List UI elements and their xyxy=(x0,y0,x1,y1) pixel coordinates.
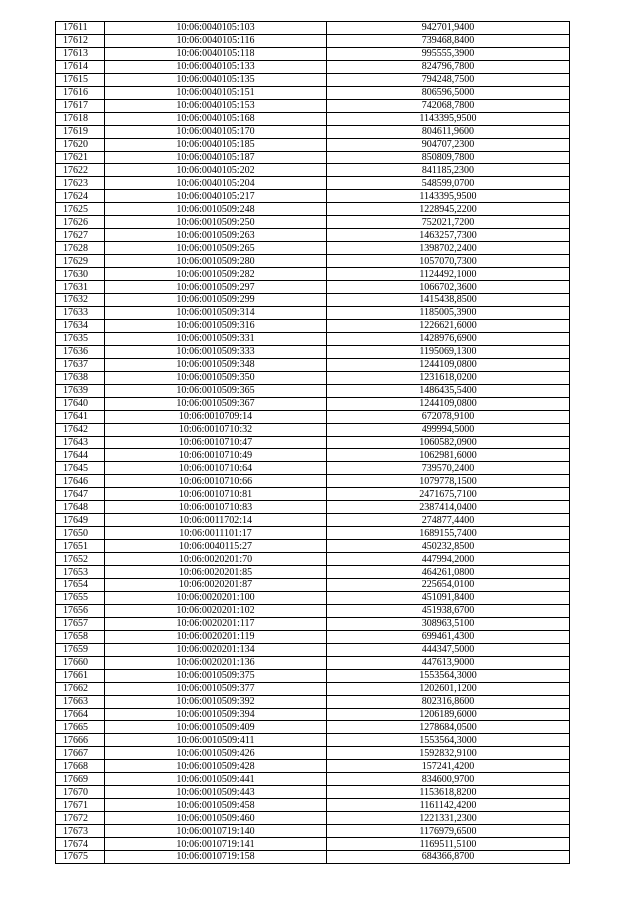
value-cell: 225654,0100 xyxy=(327,578,570,591)
row-number: 17643 xyxy=(56,436,105,449)
row-number: 17668 xyxy=(56,760,105,773)
cadastral-number: 10:06:0010509:375 xyxy=(105,669,327,682)
cadastral-number: 10:06:0040105:135 xyxy=(105,73,327,86)
value-cell: 1062981,6000 xyxy=(327,449,570,462)
table-row xyxy=(56,462,570,475)
cadastral-number: 10:06:0010710:64 xyxy=(105,462,327,475)
table-row xyxy=(56,294,570,307)
value-cell: 451091,8400 xyxy=(327,591,570,604)
cadastral-number: 10:06:0010709:14 xyxy=(105,410,327,423)
table-row xyxy=(56,734,570,747)
table-row xyxy=(56,786,570,799)
row-number: 17660 xyxy=(56,656,105,669)
table-row xyxy=(56,34,570,47)
value-cell: 804611,9600 xyxy=(327,125,570,138)
cadastral-number: 10:06:0010509:280 xyxy=(105,255,327,268)
table-row xyxy=(56,514,570,527)
table-row xyxy=(56,371,570,384)
value-cell: 841185,2300 xyxy=(327,164,570,177)
table-row xyxy=(56,345,570,358)
value-cell: 1057070,7300 xyxy=(327,255,570,268)
table-row xyxy=(56,669,570,682)
row-number: 17647 xyxy=(56,488,105,501)
row-number: 17644 xyxy=(56,449,105,462)
table-row xyxy=(56,475,570,488)
value-cell: 794248,7500 xyxy=(327,73,570,86)
row-number: 17654 xyxy=(56,578,105,591)
value-cell: 699461,4300 xyxy=(327,630,570,643)
row-number: 17645 xyxy=(56,462,105,475)
cadastral-number: 10:06:0010509:409 xyxy=(105,721,327,734)
cadastral-number: 10:06:0020201:85 xyxy=(105,566,327,579)
cadastral-number: 10:06:0040105:202 xyxy=(105,164,327,177)
table-row xyxy=(56,112,570,125)
value-cell: 824796,7800 xyxy=(327,60,570,73)
cadastral-number: 10:06:0010710:83 xyxy=(105,501,327,514)
value-cell: 1202601,1200 xyxy=(327,682,570,695)
value-cell: 1553564,3000 xyxy=(327,734,570,747)
row-number: 17626 xyxy=(56,216,105,229)
value-cell: 1169511,5100 xyxy=(327,838,570,851)
cadastral-number: 10:06:0010509:314 xyxy=(105,306,327,319)
row-number: 17611 xyxy=(56,22,105,35)
value-cell: 742068,7800 xyxy=(327,99,570,112)
value-cell: 995555,3900 xyxy=(327,47,570,60)
cadastral-number: 10:06:0040105:103 xyxy=(105,22,327,35)
value-cell: 450232,8500 xyxy=(327,540,570,553)
row-number: 17653 xyxy=(56,566,105,579)
row-number: 17659 xyxy=(56,643,105,656)
value-cell: 1143395,9500 xyxy=(327,112,570,125)
table-row xyxy=(56,281,570,294)
value-cell: 444347,5000 xyxy=(327,643,570,656)
value-cell: 1463257,7300 xyxy=(327,229,570,242)
row-number: 17646 xyxy=(56,475,105,488)
cadastral-number: 10:06:0040105:118 xyxy=(105,47,327,60)
cadastral-number: 10:06:0010710:49 xyxy=(105,449,327,462)
table-row xyxy=(56,540,570,553)
cadastral-number: 10:06:0040105:133 xyxy=(105,60,327,73)
value-cell: 1278684,0500 xyxy=(327,721,570,734)
value-cell: 942701,9400 xyxy=(327,22,570,35)
row-number: 17672 xyxy=(56,812,105,825)
value-cell: 672078,9100 xyxy=(327,410,570,423)
cadastral-number: 10:06:0010710:47 xyxy=(105,436,327,449)
value-cell: 274877,4400 xyxy=(327,514,570,527)
table-row xyxy=(56,384,570,397)
cadastral-number: 10:06:0010509:297 xyxy=(105,281,327,294)
value-cell: 739468,8400 xyxy=(327,34,570,47)
cadastral-number: 10:06:0040105:153 xyxy=(105,99,327,112)
row-number: 17623 xyxy=(56,177,105,190)
table-row xyxy=(56,255,570,268)
table-row xyxy=(56,501,570,514)
table-row xyxy=(56,190,570,203)
row-number: 17674 xyxy=(56,838,105,851)
cadastral-number: 10:06:0040105:170 xyxy=(105,125,327,138)
row-number: 17650 xyxy=(56,527,105,540)
cadastral-number: 10:06:0010509:443 xyxy=(105,786,327,799)
cadastral-number: 10:06:0020201:119 xyxy=(105,630,327,643)
row-number: 17633 xyxy=(56,306,105,319)
row-number: 17620 xyxy=(56,138,105,151)
row-number: 17622 xyxy=(56,164,105,177)
row-number: 17618 xyxy=(56,112,105,125)
value-cell: 2471675,7100 xyxy=(327,488,570,501)
cadastral-number: 10:06:0010710:66 xyxy=(105,475,327,488)
table-row xyxy=(56,151,570,164)
table-row xyxy=(56,125,570,138)
row-number: 17642 xyxy=(56,423,105,436)
cadastral-number: 10:06:0010509:426 xyxy=(105,747,327,760)
table-row xyxy=(56,799,570,812)
table-row xyxy=(56,164,570,177)
row-number: 17670 xyxy=(56,786,105,799)
row-number: 17627 xyxy=(56,229,105,242)
row-number: 17629 xyxy=(56,255,105,268)
value-cell: 1060582,0900 xyxy=(327,436,570,449)
cadastral-number: 10:06:0010509:316 xyxy=(105,319,327,332)
cadastral-number: 10:06:0010509:265 xyxy=(105,242,327,255)
cadastral-number: 10:06:0020201:102 xyxy=(105,604,327,617)
cadastral-number: 10:06:0010509:350 xyxy=(105,371,327,384)
table-row xyxy=(56,203,570,216)
row-number: 17662 xyxy=(56,682,105,695)
cadastral-number: 10:06:0010509:367 xyxy=(105,397,327,410)
cadastral-number: 10:06:0010509:460 xyxy=(105,812,327,825)
row-number: 17661 xyxy=(56,669,105,682)
row-number: 17617 xyxy=(56,99,105,112)
table-row xyxy=(56,617,570,630)
value-cell: 1206189,6000 xyxy=(327,708,570,721)
value-cell: 447994,2000 xyxy=(327,553,570,566)
row-number: 17621 xyxy=(56,151,105,164)
table-row xyxy=(56,812,570,825)
cadastral-number: 10:06:0010509:377 xyxy=(105,682,327,695)
cadastral-number: 10:06:0040105:168 xyxy=(105,112,327,125)
table-row xyxy=(56,838,570,851)
cadastral-number: 10:06:0010719:140 xyxy=(105,825,327,838)
row-number: 17613 xyxy=(56,47,105,60)
cadastral-number: 10:06:0010509:248 xyxy=(105,203,327,216)
row-number: 17615 xyxy=(56,73,105,86)
row-number: 17675 xyxy=(56,851,105,864)
row-number: 17673 xyxy=(56,825,105,838)
table-row xyxy=(56,229,570,242)
table-row xyxy=(56,695,570,708)
cadastral-number: 10:06:0040105:187 xyxy=(105,151,327,164)
row-number: 17635 xyxy=(56,332,105,345)
cadastral-number: 10:06:0010710:81 xyxy=(105,488,327,501)
row-number: 17649 xyxy=(56,514,105,527)
row-number: 17652 xyxy=(56,553,105,566)
table-row xyxy=(56,86,570,99)
table-row xyxy=(56,721,570,734)
value-cell: 451938,6700 xyxy=(327,604,570,617)
value-cell: 1428976,6900 xyxy=(327,332,570,345)
value-cell: 464261,0800 xyxy=(327,566,570,579)
value-cell: 739570,2400 xyxy=(327,462,570,475)
cadastral-number: 10:06:0040105:151 xyxy=(105,86,327,99)
table-row xyxy=(56,527,570,540)
table-row xyxy=(56,47,570,60)
row-number: 17619 xyxy=(56,125,105,138)
row-number: 17655 xyxy=(56,591,105,604)
value-cell: 834600,9700 xyxy=(327,773,570,786)
cadastral-number: 10:06:0010509:394 xyxy=(105,708,327,721)
cadastral-number: 10:06:0010509:250 xyxy=(105,216,327,229)
cadastral-number: 10:06:0010509:299 xyxy=(105,294,327,307)
table-row xyxy=(56,553,570,566)
row-number: 17639 xyxy=(56,384,105,397)
cadastral-number: 10:06:0010710:32 xyxy=(105,423,327,436)
row-number: 17625 xyxy=(56,203,105,216)
table-row xyxy=(56,22,570,35)
row-number: 17612 xyxy=(56,34,105,47)
value-cell: 308963,5100 xyxy=(327,617,570,630)
value-cell: 1153618,8200 xyxy=(327,786,570,799)
value-cell: 904707,2300 xyxy=(327,138,570,151)
value-cell: 548599,0700 xyxy=(327,177,570,190)
row-number: 17671 xyxy=(56,799,105,812)
row-number: 17632 xyxy=(56,294,105,307)
table-row xyxy=(56,488,570,501)
table-row xyxy=(56,656,570,669)
value-cell: 157241,4200 xyxy=(327,760,570,773)
cadastral-number: 10:06:0040105:217 xyxy=(105,190,327,203)
table-row xyxy=(56,591,570,604)
row-number: 17641 xyxy=(56,410,105,423)
row-number: 17656 xyxy=(56,604,105,617)
value-cell: 1176979,6500 xyxy=(327,825,570,838)
value-cell: 1221331,2300 xyxy=(327,812,570,825)
table-row xyxy=(56,682,570,695)
cadastral-number: 10:06:0010509:263 xyxy=(105,229,327,242)
cadastral-number: 10:06:0010509:365 xyxy=(105,384,327,397)
table-row xyxy=(56,397,570,410)
value-cell: 1244109,0800 xyxy=(327,397,570,410)
cadastral-number: 10:06:0020201:136 xyxy=(105,656,327,669)
row-number: 17634 xyxy=(56,319,105,332)
cadastral-number: 10:06:0040105:185 xyxy=(105,138,327,151)
value-cell: 1231618,0200 xyxy=(327,371,570,384)
cadastral-number: 10:06:0020201:100 xyxy=(105,591,327,604)
table-row xyxy=(56,242,570,255)
value-cell: 1161142,4200 xyxy=(327,799,570,812)
table-row xyxy=(56,773,570,786)
cadastral-number: 10:06:0010509:428 xyxy=(105,760,327,773)
cadastral-number: 10:06:0010509:333 xyxy=(105,345,327,358)
table-row xyxy=(56,358,570,371)
table-row xyxy=(56,436,570,449)
cadastral-number: 10:06:0020201:70 xyxy=(105,553,327,566)
value-cell: 802316,8600 xyxy=(327,695,570,708)
table-row xyxy=(56,449,570,462)
cadastral-number: 10:06:0040105:116 xyxy=(105,34,327,47)
table-row xyxy=(56,578,570,591)
cadastral-number: 10:06:0020201:117 xyxy=(105,617,327,630)
table-row xyxy=(56,332,570,345)
row-number: 17663 xyxy=(56,695,105,708)
row-number: 17669 xyxy=(56,773,105,786)
value-cell: 1124492,1000 xyxy=(327,268,570,281)
value-cell: 1689155,7400 xyxy=(327,527,570,540)
row-number: 17616 xyxy=(56,86,105,99)
row-number: 17628 xyxy=(56,242,105,255)
value-cell: 447613,9000 xyxy=(327,656,570,669)
table-row xyxy=(56,177,570,190)
cadastral-number: 10:06:0010509:441 xyxy=(105,773,327,786)
row-number: 17648 xyxy=(56,501,105,514)
value-cell: 1592832,9100 xyxy=(327,747,570,760)
value-cell: 1066702,3600 xyxy=(327,281,570,294)
table-row xyxy=(56,319,570,332)
table-row xyxy=(56,73,570,86)
table-row xyxy=(56,760,570,773)
row-number: 17637 xyxy=(56,358,105,371)
row-number: 17657 xyxy=(56,617,105,630)
cadastral-number: 10:06:0010719:141 xyxy=(105,838,327,851)
table-row xyxy=(56,604,570,617)
table-row xyxy=(56,306,570,319)
value-cell: 1486435,5400 xyxy=(327,384,570,397)
table-row xyxy=(56,138,570,151)
cadastral-number: 10:06:0010509:392 xyxy=(105,695,327,708)
value-cell: 1398702,2400 xyxy=(327,242,570,255)
cadastral-number: 10:06:0020201:87 xyxy=(105,578,327,591)
row-number: 17614 xyxy=(56,60,105,73)
value-cell: 2387414,0400 xyxy=(327,501,570,514)
cadastral-number: 10:06:0010719:158 xyxy=(105,851,327,864)
row-number: 17631 xyxy=(56,281,105,294)
cadastral-number: 10:06:0010509:282 xyxy=(105,268,327,281)
table-row xyxy=(56,216,570,229)
table-row xyxy=(56,268,570,281)
row-number: 17666 xyxy=(56,734,105,747)
value-cell: 1244109,0800 xyxy=(327,358,570,371)
cadastral-number: 10:06:0011101:17 xyxy=(105,527,327,540)
table-row xyxy=(56,566,570,579)
table-row xyxy=(56,410,570,423)
value-cell: 1226621,6000 xyxy=(327,319,570,332)
value-cell: 850809,7800 xyxy=(327,151,570,164)
value-cell: 684366,8700 xyxy=(327,851,570,864)
row-number: 17664 xyxy=(56,708,105,721)
value-cell: 1553564,3000 xyxy=(327,669,570,682)
table-row xyxy=(56,643,570,656)
row-number: 17651 xyxy=(56,540,105,553)
table-row xyxy=(56,708,570,721)
value-cell: 1079778,1500 xyxy=(327,475,570,488)
row-number: 17658 xyxy=(56,630,105,643)
value-cell: 1143395,9500 xyxy=(327,190,570,203)
row-number: 17667 xyxy=(56,747,105,760)
row-number: 17636 xyxy=(56,345,105,358)
value-cell: 1185005,3900 xyxy=(327,306,570,319)
cadastral-number: 10:06:0011702:14 xyxy=(105,514,327,527)
cadastral-number: 10:06:0010509:458 xyxy=(105,799,327,812)
cadastral-number: 10:06:0010509:348 xyxy=(105,358,327,371)
row-number: 17640 xyxy=(56,397,105,410)
table-row xyxy=(56,99,570,112)
value-cell: 806596,5000 xyxy=(327,86,570,99)
registry-table-body xyxy=(56,22,570,864)
cadastral-number: 10:06:0020201:134 xyxy=(105,643,327,656)
cadastral-number: 10:06:0040115:27 xyxy=(105,540,327,553)
value-cell: 1228945,2200 xyxy=(327,203,570,216)
value-cell: 499994,5000 xyxy=(327,423,570,436)
table-row xyxy=(56,60,570,73)
row-number: 17638 xyxy=(56,371,105,384)
table-row xyxy=(56,630,570,643)
row-number: 17630 xyxy=(56,268,105,281)
table-row xyxy=(56,825,570,838)
row-number: 17665 xyxy=(56,721,105,734)
table-row xyxy=(56,851,570,864)
value-cell: 1195069,1300 xyxy=(327,345,570,358)
value-cell: 752021,7200 xyxy=(327,216,570,229)
cadastral-number: 10:06:0010509:331 xyxy=(105,332,327,345)
cadastral-number: 10:06:0010509:411 xyxy=(105,734,327,747)
cadastral-number: 10:06:0040105:204 xyxy=(105,177,327,190)
table-row xyxy=(56,423,570,436)
registry-table xyxy=(55,21,570,864)
value-cell: 1415438,8500 xyxy=(327,294,570,307)
table-row xyxy=(56,747,570,760)
row-number: 17624 xyxy=(56,190,105,203)
